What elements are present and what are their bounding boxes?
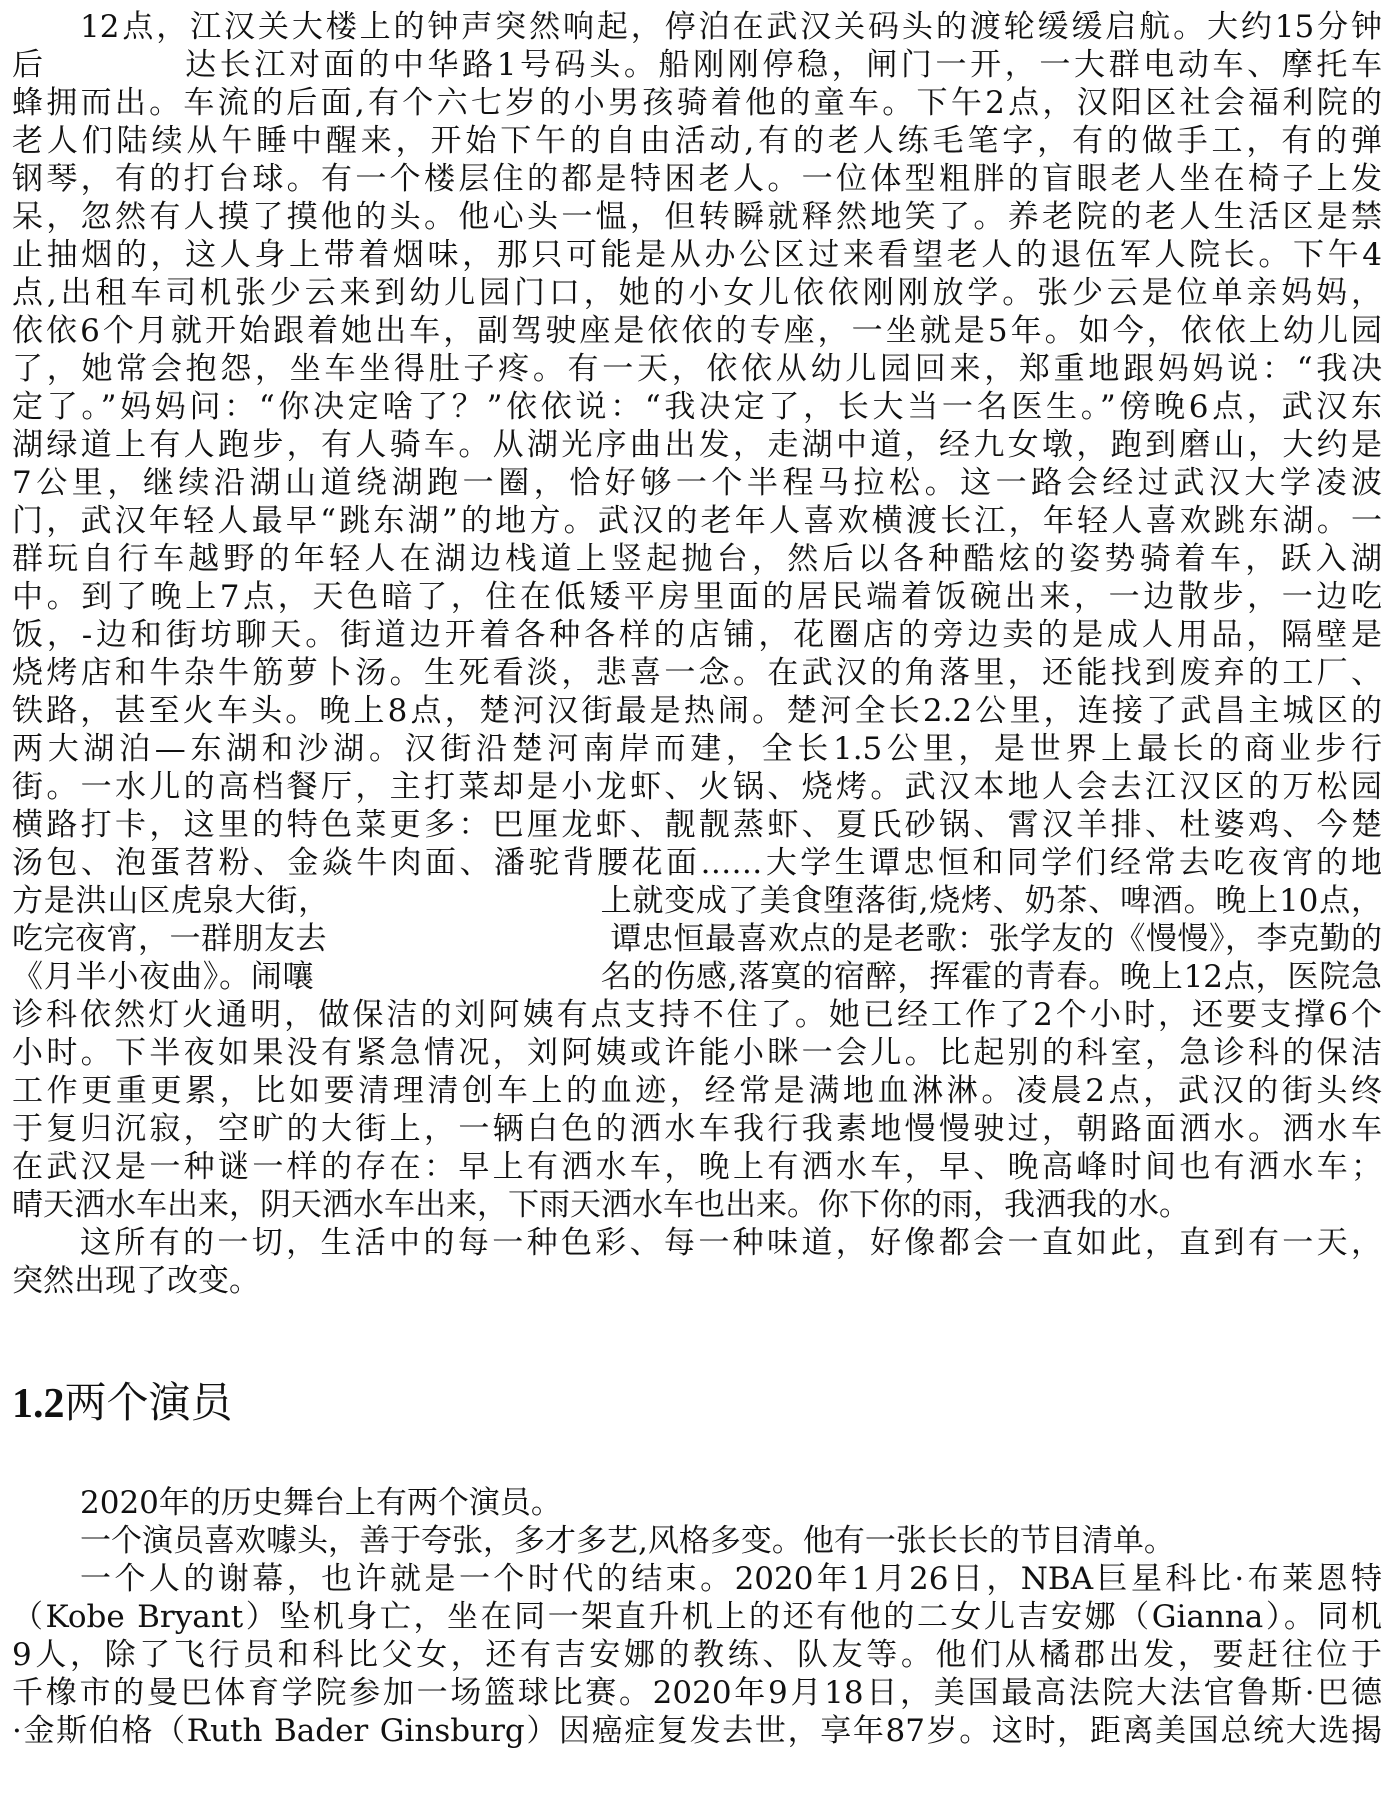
text-line: 后 达长江对面的中华路1号码头。船刚刚停稳，闸门一开，一大群电动车、摩托车 bbox=[12, 47, 1382, 83]
text-line: 于复归沉寂，空旷的大街上，一辆白色的洒水车我行我素地慢慢驶过，朝路面洒水。洒水车 bbox=[12, 1111, 1382, 1147]
text-line: 群玩自行车越野的年轻人在湖边栈道上竖起抛台，然后以各种酷炫的姿势骑着车，跃入湖 bbox=[12, 541, 1382, 577]
text-line: 钢琴，有的打台球。有一个楼层住的都是特困老人。一位体型粗胖的盲眼老人坐在椅子上发 bbox=[12, 161, 1382, 197]
text-line: 门，武汉年轻人最早“跳东湖”的地方。武汉的老年人喜欢横渡长江，年轻人喜欢跳东湖。一 bbox=[12, 503, 1382, 539]
text-line: 方是洪山区虎泉大街， 上就变成了美食堕落街,烧烤、奶茶、啤酒。晚上10点， bbox=[12, 883, 1382, 919]
text-line: 呆，忽然有人摸了摸他的头。他心头一愠，但转瞬就释然地笑了。养老院的老人生活区是禁 bbox=[12, 199, 1382, 235]
section-heading bbox=[12, 1378, 233, 1430]
text-line: 中。到了晚上7点，天色暗了，住在低矮平房里面的居民端着饭碗出来，一边散步，一边吃 bbox=[12, 579, 1382, 615]
text-line: 工作更重更累，比如要清理清创车上的血迹，经常是满地血淋淋。凌晨2点，武汉的街头终 bbox=[12, 1073, 1382, 1109]
text-line: 老人们陆续从午睡中醒来，开始下午的自由活动,有的老人练毛笔字，有的做手工，有的弹 bbox=[12, 123, 1382, 159]
text-line: 一个人的谢幕，也许就是一个时代的结束。2020年1月26日，NBA巨星科比·布莱恩特 bbox=[80, 1561, 1382, 1597]
text-line: 烧烤店和牛杂牛筋萝卜汤。生死看淡，悲喜一念。在武汉的角落里，还能找到废弃的工厂、 bbox=[12, 655, 1382, 691]
text-line: 诊科依然灯火通明，做保洁的刘阿姨有点支持不住了。她已经工作了2个小时，还要支撑6个 bbox=[12, 997, 1382, 1033]
text-line: 湖绿道上有人跑步，有人骑车。从湖光序曲出发，走湖中道，经九女墩，跑到磨山，大约是 bbox=[12, 427, 1382, 463]
text-line: 吃完夜宵，一群朋友去 谭忠恒最喜欢点的是老歌：张学友的《慢慢》，李克勤的 bbox=[12, 921, 1382, 957]
text-line: 《月半小夜曲》。闹嚷 名的伤感,落寞的宿醉，挥霍的青春。晚上12点，医院急 bbox=[12, 959, 1382, 995]
text-line: 依依6个月就开始跟着她出车，副驾驶座是依依的专座，一坐就是5年。如今，依依上幼儿园 bbox=[12, 313, 1382, 349]
text-line: 止抽烟的，这人身上带着烟味，那只可能是从办公区过来看望老人的退伍军人院长。下午4 bbox=[12, 237, 1382, 273]
text-line: 横路打卡，这里的特色菜更多：巴厘龙虾、靓靓蒸虾、夏氏砂锅、霄汉羊排、杜婆鸡、今楚 bbox=[12, 807, 1382, 843]
text-line: （Kobe Bryant）坠机身亡，坐在同一架直升机上的还有他的二女儿吉安娜（Gianna）。同机 bbox=[12, 1599, 1382, 1635]
text-line: 蜂拥而出。车流的后面,有个六七岁的小男孩骑着他的童车。下午2点，汉阳区社会福利院的 bbox=[12, 85, 1382, 121]
text-line: 9人，除了飞行员和科比父女，还有吉安娜的教练、队友等。他们从橘郡出发，要赶往位于 bbox=[12, 1637, 1382, 1673]
text-line: 定了。”妈妈问：“你决定啥了？”依依说：“我决定了，长大当一名医生。”傍晚6点，武汉东 bbox=[12, 389, 1382, 425]
text-line: 7公里，继续沿湖山道绕湖跑一圈，恰好够一个半程马拉松。这一路会经过武汉大学凌波 bbox=[12, 465, 1382, 501]
section-number: 1.2 bbox=[12, 1381, 65, 1427]
section-title: 两个演员 bbox=[64, 1381, 233, 1427]
text-line: 汤包、泡蛋苕粉、金焱牛肉面、潘驼背腰花面……大学生谭忠恒和同学们经常去吃夜宵的地 bbox=[12, 845, 1382, 881]
text-line: 这所有的一切，生活中的每一种色彩、每一种味道，好像都会一直如此，直到有一天， bbox=[80, 1225, 1382, 1261]
text-line: 千橡市的曼巴体育学院参加一场篮球比赛。2020年9月18日，美国最高法院大法官鲁斯·巴德 bbox=[12, 1675, 1382, 1711]
text-line: 小时。下半夜如果没有紧急情况，刘阿姨或许能小眯一会儿。比起别的科室，急诊科的保洁 bbox=[12, 1035, 1382, 1071]
text-line: 在武汉是一种谜一样的存在：早上有洒水车，晚上有洒水车，早、晚高峰时间也有洒水车； bbox=[12, 1149, 1382, 1185]
text-line: 突然出现了改变。 bbox=[12, 1263, 260, 1299]
text-line: 饭，-边和街坊聊天。街道边开着各种各样的店铺，花圈店的旁边卖的是成人用品，隔壁是 bbox=[12, 617, 1382, 653]
text-line: 了，她常会抱怨，坐车坐得肚子疼。有一天，依依从幼儿园回来，郑重地跟妈妈说：“我决 bbox=[12, 351, 1382, 387]
text-line: 街。一水儿的高档餐厅，主打菜却是小龙虾、火锅、烧烤。武汉本地人会去江汉区的万松园 bbox=[12, 769, 1382, 805]
text-line: ·金斯伯格（Ruth Bader Ginsburg）因癌症复发去世，享年87岁。这时，距离美国总统大选揭 bbox=[12, 1713, 1382, 1749]
text-line: 点,出租车司机张少云来到幼儿园门口，她的小女儿依依刚刚放学。张少云是位单亲妈妈， bbox=[12, 275, 1382, 311]
text-line: 2020年的历史舞台上有两个演员。 bbox=[80, 1485, 562, 1521]
text-line: 晴天洒水车出来，阴天洒水车出来，下雨天洒水车也出来。你下你的雨，我洒我的水。 bbox=[12, 1187, 1190, 1223]
text-line: 两大湖泊—东湖和沙湖。汉街沿楚河南岸而建，全长1.5公里，是世界上最长的商业步行 bbox=[12, 731, 1382, 767]
text-line: 铁路，甚至火车头。晚上8点，楚河汉街最是热闹。楚河全长2.2公里，连接了武昌主城区的 bbox=[12, 693, 1382, 729]
text-line: 12点，江汉关大楼上的钟声突然响起，停泊在武汉关码头的渡轮缓缓启航。大约15分钟 bbox=[80, 9, 1382, 45]
text-line: 一个演员喜欢噱头，善于夸张，多才多艺,风格多变。他有一张长长的节目清单。 bbox=[80, 1523, 1175, 1559]
